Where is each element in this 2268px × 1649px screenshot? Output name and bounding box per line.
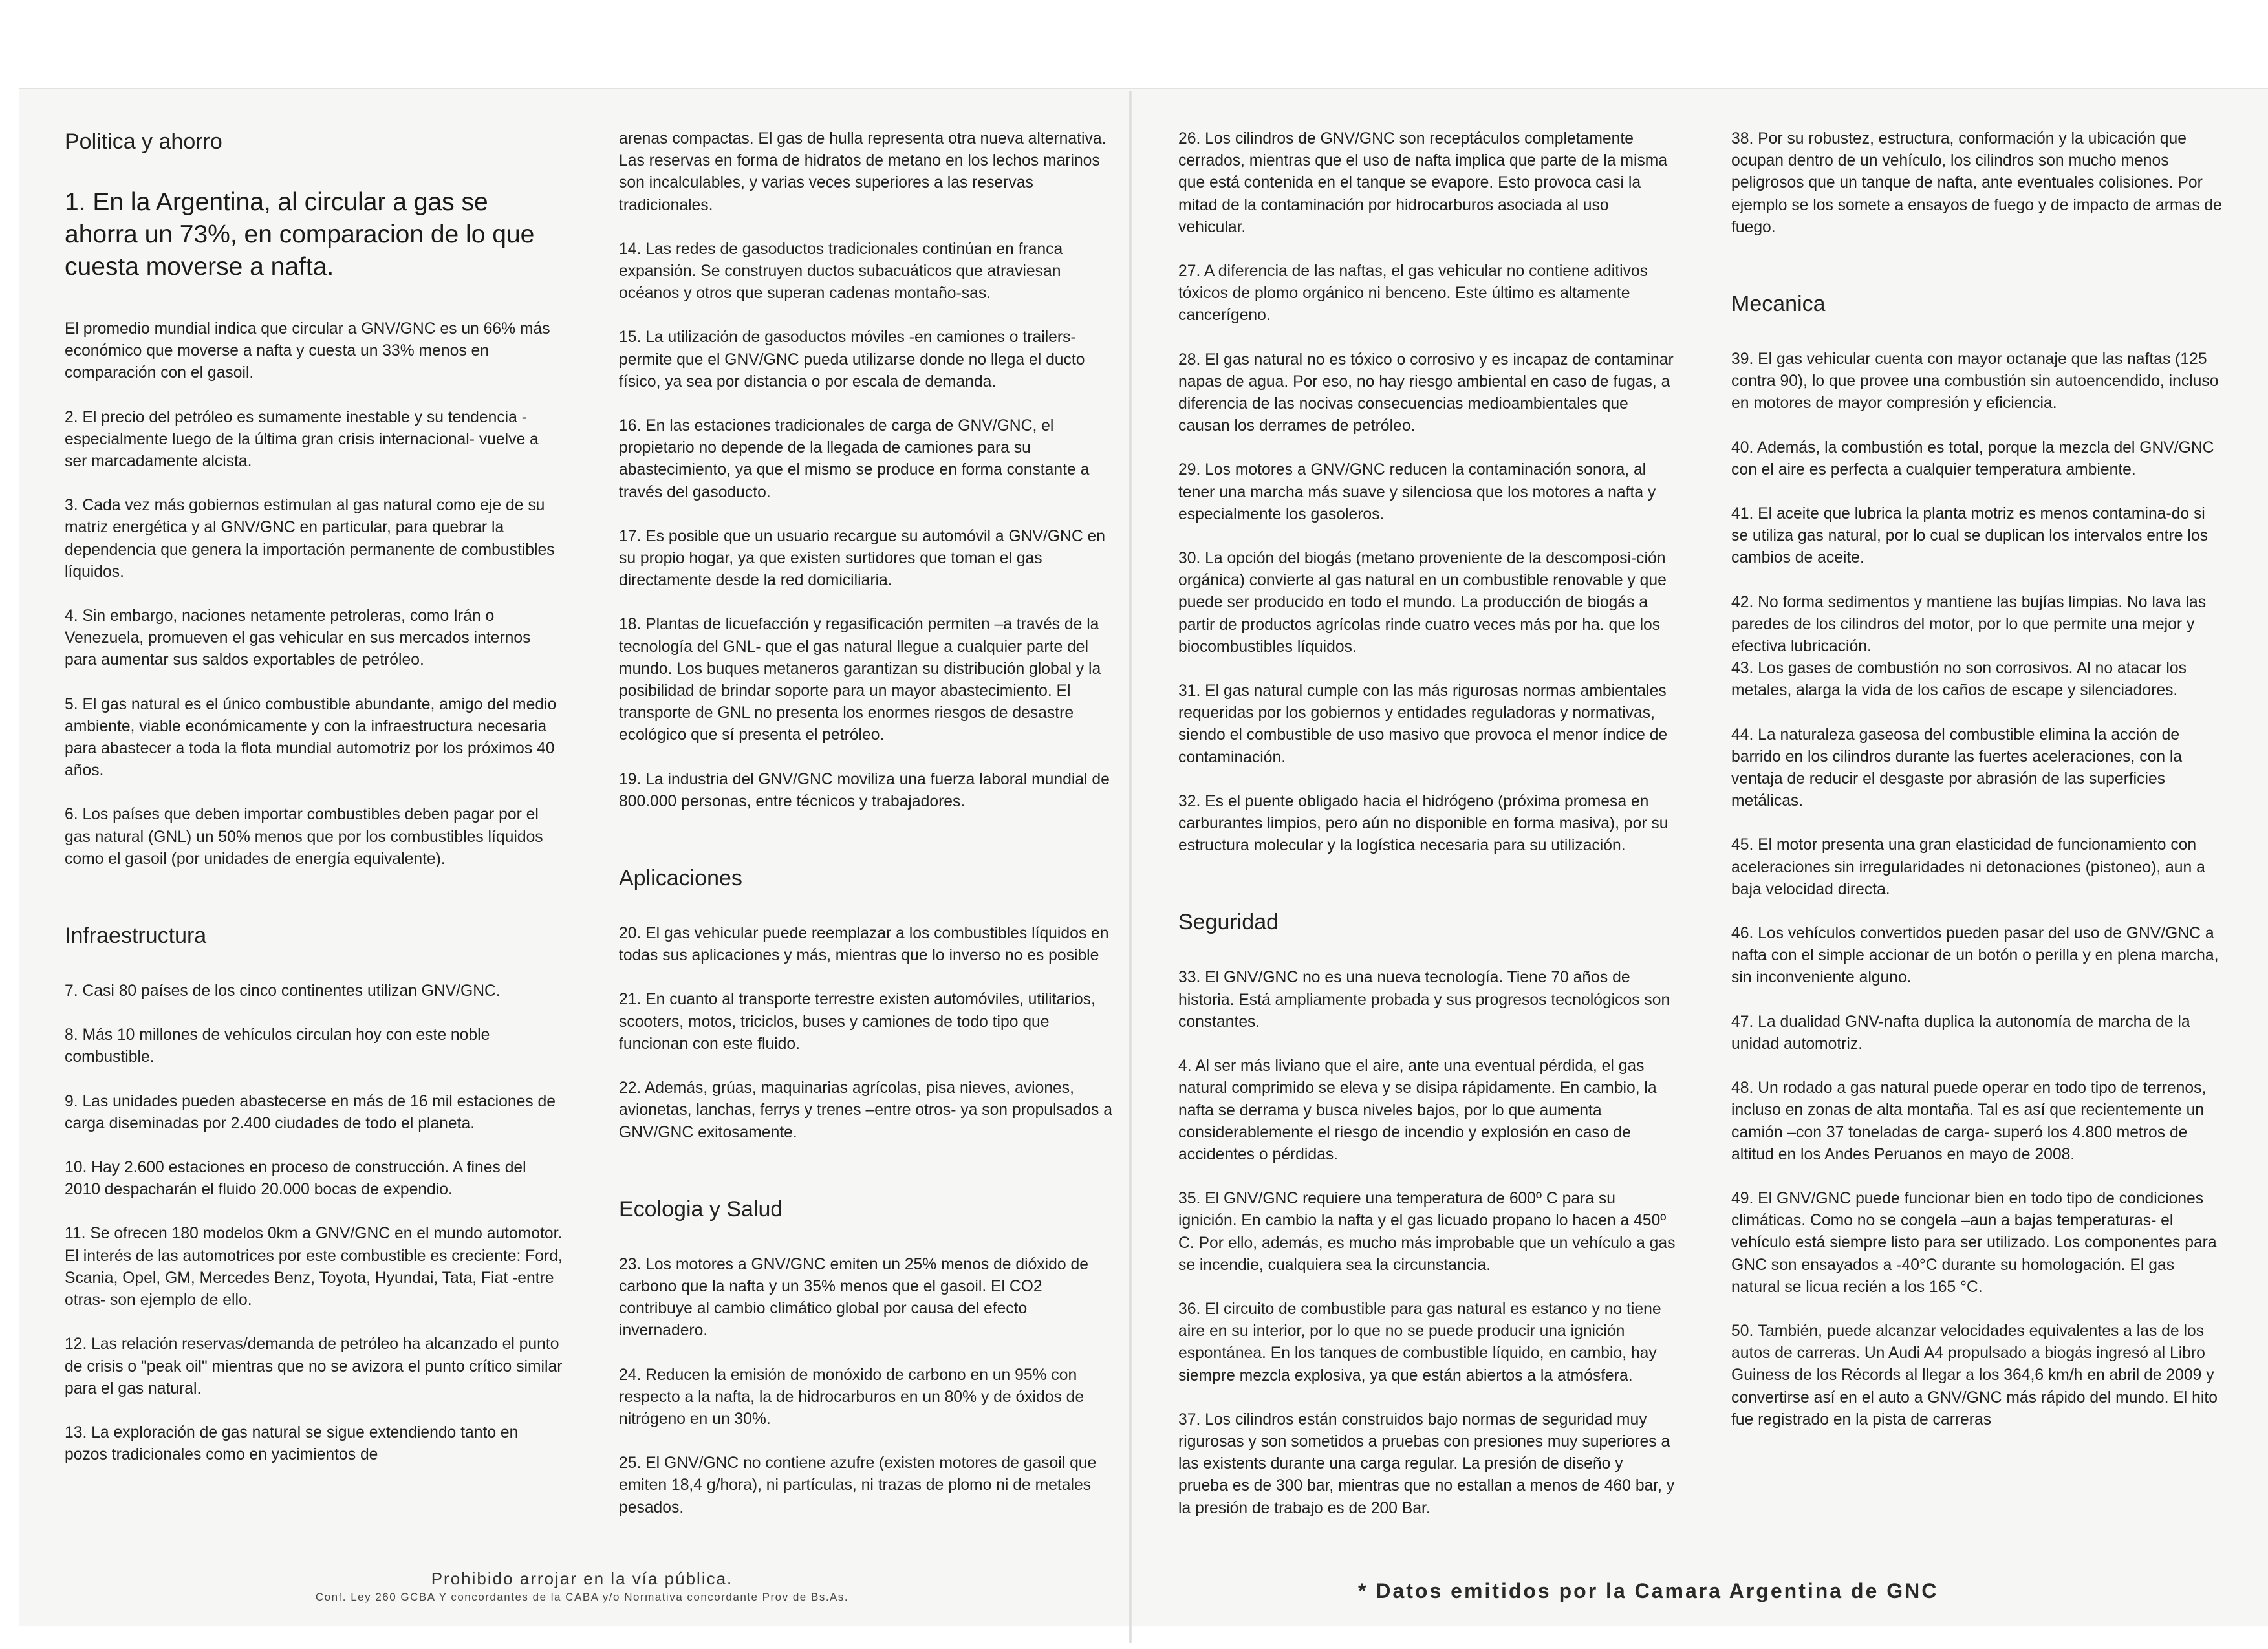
paragraph: 8. Más 10 millones de vehículos circulan hoy con este noble combustible.	[65, 1026, 490, 1066]
paragraph: 3. Cada vez más gobiernos estimulan al gas natural como eje de su matriz energética y al GNV/GNC en particular, para quebrar la dependencia que genera la importación permanente de combustibles líquidos.	[65, 497, 555, 581]
paragraph: 33. El GNV/GNC no es una nueva tecnología. Tiene 70 años de historia. Está ampliamente probada y sus progresos tecnológicos son constantes.	[1178, 969, 1670, 1031]
paragraph: 50. También, puede alcanzar velocidades equivalentes a las de los autos de carreras. Un Audi A4 propulsado a biogás ingresó al Libro Guiness de los Récords al llegar a los 364,6 km/h en abril de 2009 y convertirse así en el auto a GNV/GNC más rápido del mundo. El hito fue registrado en la pista de carreras	[1731, 1322, 2218, 1428]
paragraph: 7. Casi 80 países de los cinco continentes utilizan GNV/GNC.	[65, 982, 501, 1000]
paragraph: 25. El GNV/GNC no contiene azufre (existen motores de gasoil que emiten 18,4 g/hora), ni partículas, ni trazas de plomo ni de metales pesados.	[619, 1454, 1097, 1516]
paragraph: 16. En las estaciones tradicionales de carga de GNV/GNC, el propietario no depende de la llegada de camiones para su abastecimiento, ya que el mismo se produce en forma constante a través del gasoducto.	[619, 417, 1090, 501]
paragraph: 27. A diferencia de las naftas, el gas vehicular no contiene aditivos tóxicos de plomo orgánico ni benceno. Este último es altamente cancerígeno.	[1178, 263, 1648, 325]
section-title-politica: Politica y ahorro	[65, 129, 222, 154]
paragraph: 19. La industria del GNV/GNC moviliza una fuerza laboral mundial de 800.000 personas, entre técnicos y trabajadores.	[619, 770, 1110, 810]
paragraph: 5. El gas natural es el único combustible abundante, amigo del medio ambiente, viable económicamente y con la infraestructura necesaria para abastecer a toda la flota mundial automotriz por los próximos 40 años.	[65, 695, 557, 780]
section-title-seguridad: Seguridad	[1178, 910, 1279, 935]
paragraph: 22. Además, grúas, maquinarias agrícolas, pisa nieves, aviones, avionetas, lanchas, ferrys y trenes –entre otros- ya son propulsados a GNV/GNC exitosamente.	[619, 1079, 1112, 1141]
paragraph: 10. Hay 2.600 estaciones en proceso de construcción. A fines del 2010 despacharán el fluido 20.000 bocas de expendio.	[65, 1159, 526, 1199]
center-fold	[1129, 91, 1132, 1643]
paragraph: 38. Por su robustez, estructura, conformación y la ubicación que ocupan dentro de un vehículo, los cilindros son mucho menos peligrosos que un tanque de nafta, ante eventuales colisiones. Por ejemplo se los somete a ensayos de fuego y de impacto de armas de fuego.	[1731, 130, 2222, 236]
paragraph: 46. Los vehículos convertidos pueden pasar del uso de GNV/GNC a nafta con el simple accionar de un botón o perilla y en plena marcha, sin inconveniente alguno.	[1731, 925, 2219, 987]
paragraph: 13. La exploración de gas natural se sigue extendiendo tanto en pozos tradicionales como en yacimientos de	[65, 1423, 519, 1464]
paragraph: 14. Las redes de gasoductos tradicionales continúan en franca expansión. Se construyen ductos subacuáticos que atraviesan océanos y otros que superan cadenas montaño-sas.	[619, 240, 1063, 303]
paragraph: 32. Es el puente obligado hacia el hidrógeno (próxima promesa en carburantes limpios, pero aún no disponible en forma masiva), por su estructura molecular y la logística necesaria para su utilización.	[1178, 792, 1669, 855]
paragraph: El promedio mundial indica que circular a GNV/GNC es un 66% más económico que moverse a nafta y cuesta un 33% menos en comparación con el gasoil.	[65, 320, 550, 382]
section-title-ecologia: Ecologia y Salud	[619, 1196, 783, 1222]
paragraph: 37. Los cilindros están construidos bajo normas de seguridad muy rigurosas y son sometidos a pruebas con presiones muy superiores a las existents durante una carga regular. La presión de diseño y prueba es de 300 bar, mientras que no estallan a menos de 460 bar, y la presión de trabajo es de 200 Bar.	[1178, 1410, 1675, 1517]
paragraph: 23. Los motores a GNV/GNC emiten un 25% menos de dióxido de carbono que la nafta y un 35% menos que el gasoil. El CO2 contribuye al cambio climático global por causa del efecto invernadero.	[619, 1255, 1088, 1340]
paragraph: 45. El motor presenta una gran elasticidad de funcionamiento con aceleraciones sin irregularidades ni detonaciones (pistoneo), aun a baja velocidad directa.	[1731, 836, 2205, 898]
column-3	[1178, 128, 1676, 1542]
paragraph: 31. El gas natural cumple con las más rigurosas normas ambientales requeridas por los gobiernos y entidades reguladoras y normativas, siendo el combustible de uso masivo que provoca el menor índice de contaminación.	[1178, 682, 1668, 766]
footer-notice: Prohibido arrojar en la vía pública.	[431, 1569, 733, 1588]
column-2	[619, 128, 1120, 1541]
footer-law: Conf. Ley 260 GCBA Y concordantes de la CABA y/o Normativa concordante Prov de Bs.As.	[315, 1591, 849, 1603]
paragraph: 44. La naturaleza gaseosa del combustible elimina la acción de barrido en los cilindros durante las fuertes aceleraciones, con la ventaja de reducir el desgaste por abrasión de las superficies metálicas.	[1731, 726, 2183, 810]
paragraph: 43. Los gases de combustión no son corrosivos. Al no atacar los metales, alarga la vida de los caños de escape y silenciadores.	[1731, 660, 2187, 700]
paragraph: 12. Las relación reservas/demanda de petróleo ha alcanzado el punto de crisis o "peak oil" mientras que no se avizora el punto crítico similar para el gas natural.	[65, 1335, 563, 1397]
paragraph: 49. El GNV/GNC puede funcionar bien en todo tipo de condiciones climáticas. Como no se congela –aun a bajas temperaturas- el vehículo está siempre listo para ser utilizado. Los componentes para GNC son ensayados a -40°C durante su homologación. El gas natural se licua recién a los 165 °C.	[1731, 1189, 2217, 1296]
column-4	[1731, 128, 2223, 1453]
paragraph: 36. El circuito de combustible para gas natural es estanco y no tiene aire en su interior, por lo que no se puede producir una ignición espontánea. En los tanques de combustible líquido, en cambio, hay siempre mezcla explosiva, ya que están abiertos a la atmósfera.	[1178, 1300, 1661, 1385]
paragraph: 6. Los países que deben importar combustibles deben pagar por el gas natural (GNL) un 50% menos que por los combustibles líquidos como el gasoil (por unidades de energía equivalente).	[65, 806, 543, 868]
lead-statement: 1. En la Argentina, al circular a gas se ahorra un 73%, en comparacion de lo que cuesta moverse a nafta.	[65, 188, 535, 281]
paragraph: 15. La utilización de gasoductos móviles -en camiones o trailers- permite que el GNV/GNC pueda utilizarse donde no llega el ducto físico, ya sea por distancia o por escala de demanda.	[619, 329, 1085, 391]
paragraph: arenas compactas. El gas de hulla representa otra nueva alternativa. Las reservas en forma de hidratos de metano en los lechos marinos son incalculables, y varias veces superiores a las reservas tradicionales.	[619, 130, 1107, 214]
paragraph: 26. Los cilindros de GNV/GNC son receptáculos completamente cerrados, mientras que el uso de nafta implica que parte de la misma que está contenida en el tanque se evapore. Esto provoca casi la mitad de la contaminación por hidrocarburos asociada al uso vehicular.	[1178, 130, 1668, 236]
paragraph: 48. Un rodado a gas natural puede operar en todo tipo de terrenos, incluso en zonas de alta montaña. Tal es así que recientemente un camión –con 37 toneladas de carga- superó los 4.800 metros de altitud en los Andes Peruanos en mayo de 2008.	[1731, 1079, 2207, 1163]
paragraph: 4. Sin embargo, naciones netamente petroleras, como Irán o Venezuela, promueven el gas vehicular en sus mercados internos para aumentar sus saldos exportables de petróleo.	[65, 607, 531, 669]
paragraph: 40. Además, la combustión es total, porque la mezcla del GNV/GNC con el aire es perfecta a cualquier temperatura ambiente.	[1731, 438, 2214, 479]
paragraph: 41. El aceite que lubrica la planta motriz es menos contamina-do si se utiliza gas natural, por lo cual se duplican los intervalos entre los cambios de aceite.	[1731, 505, 2208, 567]
paragraph: 9. Las unidades pueden abastecerse en más de 16 mil estaciones de carga diseminadas por 2.400 ciudades de todo el planeta.	[65, 1092, 556, 1132]
paragraph: 21. En cuanto al transporte terrestre existen automóviles, utilitarios, scooters, motos, triciclos, buses y camiones de todo tipo que funcionan con este fluido.	[619, 991, 1096, 1053]
paragraph: 4. Al ser más liviano que el aire, ante una eventual pérdida, el gas natural comprimido se eleva y se disipa rápidamente. En cambio, la nafta se derrama y busca niveles bajos, por lo que aumenta considerablemente el riesgo de incendio y explosión en caso de accidentes o pérdidas.	[1178, 1057, 1657, 1163]
column-1	[65, 128, 563, 1488]
paragraph: 11. Se ofrecen 180 modelos 0km a GNV/GNC en el mundo automotor. El interés de las automotrices por este combustible es creciente: Ford, Scania, Opel, GM, Mercedes Benz, Toyota, Hyundai, Tata, Fiat -entre otras- son ejemplo de ello.	[65, 1225, 563, 1310]
paragraph: 20. El gas vehicular puede reemplazar a los combustibles líquidos en todas sus aplicaciones y más, mientras que lo inverso no es posible	[619, 925, 1109, 965]
section-title-mecanica: Mecanica	[1731, 292, 1826, 317]
paragraph: 18. Plantas de licuefacción y regasificación permiten –a través de la tecnología del GNL- que el gas natural llegue a cualquier parte del mundo. Los buques metaneros garantizan su distribución global y la posibilidad de brindar soporte para un mayor abastecimiento. El transporte de GNL no presenta los enormes riesgos de desastre ecológico que sí presenta el petróleo.	[619, 616, 1101, 744]
paragraph: 42. No forma sedimentos y mantiene las bujías limpias. No lava las paredes de los cilindros del motor, por lo que permite una mejor y efectiva lubricación.	[1731, 593, 2207, 656]
paragraph: 47. La dualidad GNV-nafta duplica la autonomía de marcha de la unidad automotriz.	[1731, 1013, 2190, 1053]
paragraph: 28. El gas natural no es tóxico o corrosivo y es incapaz de contaminar napas de agua. Por eso, no hay riesgo ambiental en caso de fugas, a diferencia de las nocivas consecuencias medioambientales que causan los derrames de petróleo.	[1178, 350, 1674, 435]
paragraph: 17. Es posible que un usuario recargue su automóvil a GNV/GNC en su propio hogar, ya que existen surtidores que toman el gas directamente desde la red domiciliaria.	[619, 527, 1106, 590]
paragraph: 35. El GNV/GNC requiere una temperatura de 600º C para su ignición. En cambio la nafta y el gas licuado propano lo hacen a 450º C. Por ello, además, es mucho más improbable que un vehículo a gas se incendie, cualquiera sea la circunstancia.	[1178, 1190, 1676, 1274]
paragraph: 2. El precio del petróleo es sumamente inestable y su tendencia -especialmente luego de la última gran crisis internacional- vuelve a ser marcadamente alcista.	[65, 408, 539, 471]
paragraph: 29. Los motores a GNV/GNC reducen la contaminación sonora, al tener una marcha más suave y silenciosa que los motores a nafta y especialmente los gasoleros.	[1178, 461, 1656, 523]
footer-source: * Datos emitidos por la Camara Argentina de GNC	[1358, 1579, 1939, 1602]
paragraph: 30. La opción del biogás (metano proveniente de la descomposi-ción orgánica) convierte al gas natural en un combustible renovable y que puede ser producido en todo el mundo. La producción de biogás a partir de productos agrícolas rinde cuatro veces más por ha. que los biocombustibles líquidos.	[1178, 550, 1667, 656]
paragraph: 39. El gas vehicular cuenta con mayor octanaje que las naftas (125 contra 90), lo que provee una combustión sin autoencendido, incluso en motores de mayor compresión y eficiencia.	[1731, 350, 2219, 413]
paragraph: 24. Reducen la emisión de monóxido de carbono en un 95% con respecto a la nafta, la de hidrocarburos en un 80% y de óxidos de nitrógeno en un 30%.	[619, 1366, 1085, 1428]
section-title-infraestructura: Infraestructura	[65, 923, 207, 949]
section-title-aplicaciones: Aplicaciones	[619, 866, 742, 891]
